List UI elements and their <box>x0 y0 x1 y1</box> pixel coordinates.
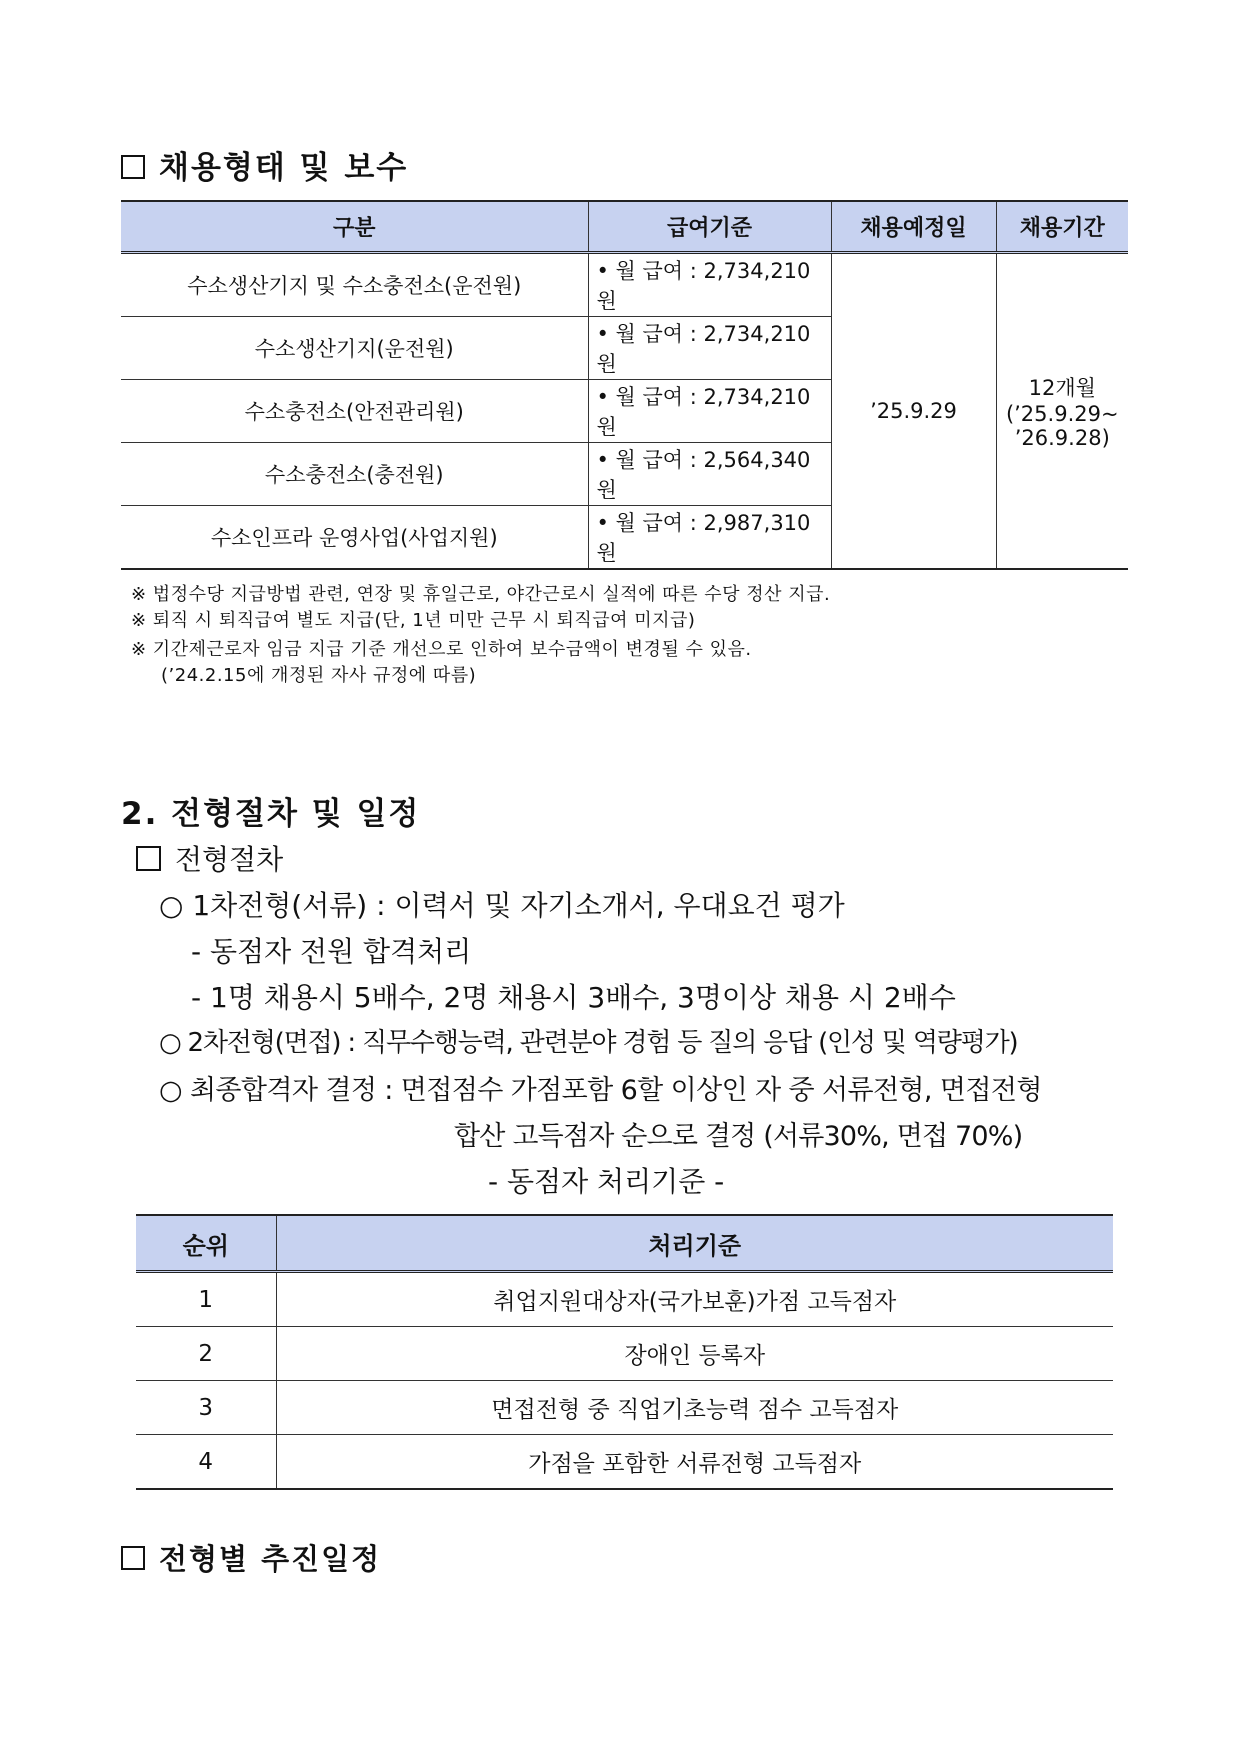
step-1-detail: - 동점자 전원 합격처리 <box>191 935 472 968</box>
tie-criteria-title: - 동점자 처리기준 - <box>488 1165 725 1198</box>
table-row <box>136 1327 1113 1381</box>
table-row <box>121 253 1128 317</box>
step-3: ○ 최종합격자 결정 : 면접점수 가점포함 6할 이상인 자 중 서류전형, 면접전형 <box>159 1075 1042 1106</box>
step-3-continued: 합산 고득점자 순으로 결정 (서류30%, 면접 70%) <box>454 1121 1023 1152</box>
header-category: 구분 <box>121 201 588 253</box>
table-header-row <box>121 201 1128 253</box>
rule-cell: 장애인 등록자 <box>276 1327 1113 1381</box>
step-1: ○ 1차전형(서류) : 이력서 및 자기소개서, 우대요건 평가 <box>159 889 845 922</box>
period-cell <box>996 253 1128 570</box>
period-line: (’25.9.29~ <box>1005 402 1119 426</box>
section-title-procedure: 2. 전형절차 및 일정 <box>121 796 421 832</box>
period-line: 12개월 <box>1028 376 1096 400</box>
header-pay: 급여기준 <box>588 201 831 253</box>
period-line: ’26.9.28) <box>1014 426 1110 450</box>
checkbox-square-icon <box>136 846 161 871</box>
header-rank: 순위 <box>136 1215 276 1272</box>
category-cell: 수소충전소(안전관리원) <box>121 380 588 443</box>
pay-cell: • 월 급여 : 2,987,310원 <box>588 506 831 570</box>
rank-cell: 1 <box>136 1272 276 1327</box>
category-cell: 수소충전소(충전원) <box>121 443 588 506</box>
rank-cell: 2 <box>136 1327 276 1381</box>
category-cell: 수소생산기지(운전원) <box>121 317 588 380</box>
note-line: ※ 기간제근로자 임금 지급 기준 개선으로 인하여 보수금액이 변경될 수 있음. <box>131 639 752 660</box>
rule-cell: 면접전형 중 직업기초능력 점수 고득점자 <box>276 1381 1113 1435</box>
pay-cell: • 월 급여 : 2,734,210원 <box>588 380 831 443</box>
table-row <box>136 1272 1113 1327</box>
note-line: (’24.2.15에 개정된 자사 규정에 따름) <box>161 665 477 686</box>
note-line: ※ 퇴직 시 퇴직급여 별도 지급(단, 1년 미만 근무 시 퇴직급여 미지급) <box>131 610 696 631</box>
rank-cell: 4 <box>136 1435 276 1490</box>
rule-cell: 취업지원대상자(국가보훈)가점 고득점자 <box>276 1272 1113 1327</box>
section-title-schedule <box>121 1537 381 1578</box>
rank-cell: 3 <box>136 1381 276 1435</box>
rule-cell: 가점을 포함한 서류전형 고득점자 <box>276 1435 1113 1490</box>
step-1-detail: - 1명 채용시 5배수, 2명 채용시 3배수, 3명이상 채용 시 2배수 <box>191 981 956 1014</box>
pay-cell: • 월 급여 : 2,734,210원 <box>588 253 831 317</box>
pay-table <box>121 200 1128 570</box>
table-row <box>136 1381 1113 1435</box>
tie-break-table <box>136 1214 1113 1490</box>
category-cell: 수소생산기지 및 수소충전소(운전원) <box>121 253 588 317</box>
section-title-employment <box>121 142 408 187</box>
subsection-title <box>136 838 283 878</box>
step-2: ○ 2차전형(면접) : 직무수행능력, 관련분야 경험 등 질의 응답 (인성 및 역량평가) <box>159 1028 1018 1058</box>
note-line: ※ 법정수당 지급방법 관련, 연장 및 휴일근로, 야간근로시 실적에 따른 수당 정산 지급. <box>131 584 831 605</box>
table-header-row <box>136 1215 1113 1272</box>
checkbox-square-icon <box>121 1546 145 1570</box>
header-start-date: 채용예정일 <box>831 201 996 253</box>
category-cell: 수소인프라 운영사업(사업지원) <box>121 506 588 570</box>
pay-cell: • 월 급여 : 2,564,340원 <box>588 443 831 506</box>
subsection-title-text: 전형절차 <box>175 843 284 876</box>
table-row <box>136 1435 1113 1490</box>
start-date-cell: ’25.9.29 <box>831 253 996 570</box>
section-title-text: 채용형태 및 보수 <box>159 150 409 186</box>
pay-cell: • 월 급여 : 2,734,210원 <box>588 317 831 380</box>
checkbox-square-icon <box>121 155 145 179</box>
header-period: 채용기간 <box>996 201 1128 253</box>
header-rule: 처리기준 <box>276 1215 1113 1272</box>
section-title-text: 전형별 추진일정 <box>159 1542 382 1576</box>
